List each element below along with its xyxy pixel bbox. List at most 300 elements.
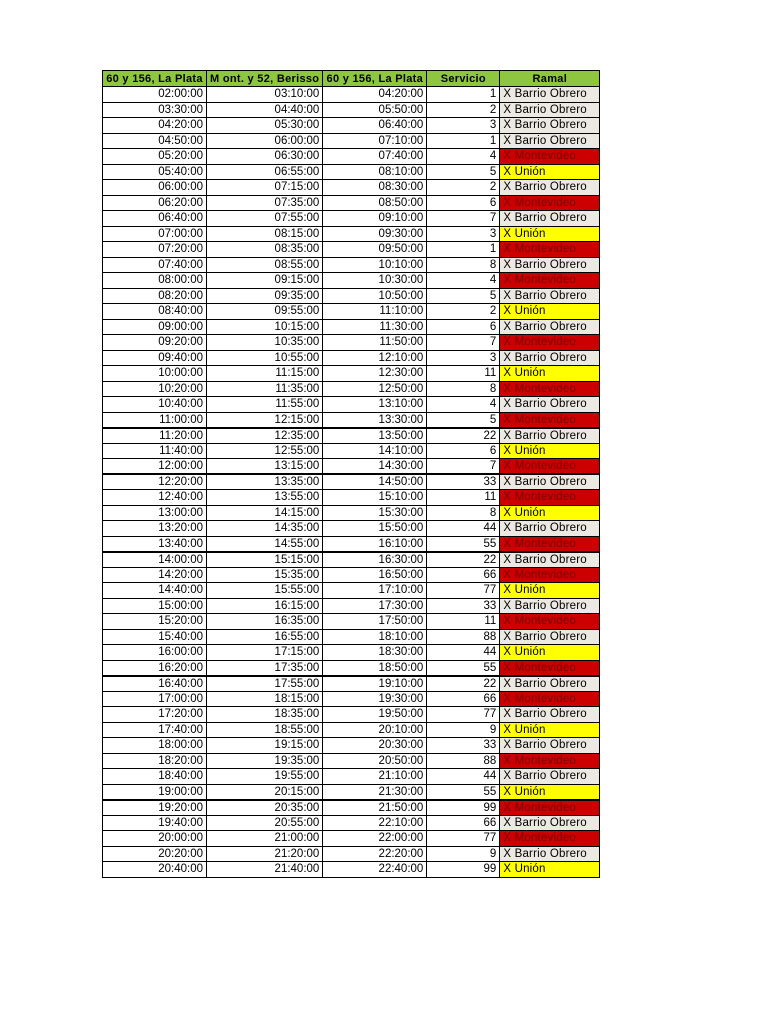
servicio-cell[interactable]: 6 <box>427 443 500 459</box>
time-berisso-cell[interactable]: 15:15:00 <box>207 552 323 568</box>
time-la-plata-cell[interactable]: 05:20:00 <box>103 149 207 165</box>
time-la-plata-cell[interactable]: 18:20:00 <box>103 753 207 769</box>
ramal-cell[interactable]: X Barrio Obrero <box>500 707 600 723</box>
time-la-plata-return-cell[interactable]: 08:10:00 <box>323 164 427 180</box>
time-berisso-cell[interactable]: 19:15:00 <box>207 738 323 754</box>
table-row <box>103 660 600 676</box>
ramal-cell[interactable]: X Barrio Obrero <box>500 102 600 118</box>
time-berisso-cell[interactable]: 08:55:00 <box>207 257 323 273</box>
time-berisso-cell[interactable]: 04:40:00 <box>207 102 323 118</box>
servicio-cell[interactable]: 6 <box>427 195 500 211</box>
table-row <box>103 800 600 816</box>
time-la-plata-return-cell[interactable]: 07:10:00 <box>323 133 427 149</box>
time-la-plata-cell[interactable]: 18:00:00 <box>103 738 207 754</box>
time-la-plata-cell[interactable]: 03:30:00 <box>103 102 207 118</box>
time-berisso-cell[interactable]: 10:15:00 <box>207 319 323 335</box>
time-la-plata-cell[interactable]: 19:20:00 <box>103 800 207 816</box>
time-la-plata-return-cell[interactable]: 13:30:00 <box>323 412 427 428</box>
ramal-cell[interactable]: X Barrio Obrero <box>500 288 600 304</box>
ramal-cell[interactable]: X Unión <box>500 443 600 459</box>
time-berisso-cell[interactable]: 07:55:00 <box>207 211 323 227</box>
time-la-plata-return-cell[interactable]: 09:50:00 <box>323 242 427 258</box>
time-berisso-cell[interactable]: 07:35:00 <box>207 195 323 211</box>
time-berisso-cell[interactable]: 20:55:00 <box>207 815 323 831</box>
table-row <box>103 288 600 304</box>
time-la-plata-cell[interactable]: 11:20:00 <box>103 428 207 444</box>
time-la-plata-return-cell[interactable]: 10:30:00 <box>323 273 427 289</box>
table-row <box>103 381 600 397</box>
servicio-cell[interactable]: 55 <box>427 660 500 676</box>
timetable-body <box>103 87 600 878</box>
time-la-plata-cell[interactable]: 11:40:00 <box>103 443 207 459</box>
time-berisso-cell[interactable]: 20:35:00 <box>207 800 323 816</box>
table-row <box>103 164 600 180</box>
time-la-plata-return-cell[interactable]: 08:50:00 <box>323 195 427 211</box>
ramal-cell[interactable]: X Barrio Obrero <box>500 118 600 134</box>
time-la-plata-return-cell[interactable]: 11:30:00 <box>323 319 427 335</box>
time-la-plata-return-cell[interactable]: 18:50:00 <box>323 660 427 676</box>
time-la-plata-return-cell[interactable]: 19:10:00 <box>323 676 427 692</box>
time-la-plata-return-cell[interactable]: 20:10:00 <box>323 722 427 738</box>
ramal-cell[interactable]: X Montevideo <box>500 242 600 258</box>
time-berisso-cell[interactable]: 17:55:00 <box>207 676 323 692</box>
time-la-plata-return-cell[interactable]: 18:30:00 <box>323 645 427 661</box>
time-berisso-cell[interactable]: 06:00:00 <box>207 133 323 149</box>
servicio-cell[interactable]: 8 <box>427 381 500 397</box>
time-la-plata-cell[interactable]: 15:20:00 <box>103 614 207 630</box>
ramal-cell[interactable]: X Barrio Obrero <box>500 846 600 862</box>
table-row <box>103 350 600 366</box>
time-berisso-cell[interactable]: 11:35:00 <box>207 381 323 397</box>
header-cell[interactable]: Ramal <box>500 71 600 87</box>
ramal-cell[interactable]: X Barrio Obrero <box>500 815 600 831</box>
servicio-cell[interactable]: 1 <box>427 133 500 149</box>
time-la-plata-return-cell[interactable]: 12:50:00 <box>323 381 427 397</box>
time-la-plata-cell[interactable]: 08:00:00 <box>103 273 207 289</box>
time-berisso-cell[interactable]: 17:35:00 <box>207 660 323 676</box>
table-row <box>103 319 600 335</box>
table-row <box>103 226 600 242</box>
table-row <box>103 676 600 692</box>
table-row <box>103 304 600 320</box>
table-row <box>103 536 600 552</box>
ramal-cell[interactable]: X Barrio Obrero <box>500 180 600 196</box>
time-la-plata-return-cell[interactable]: 21:30:00 <box>323 784 427 800</box>
servicio-cell[interactable]: 11 <box>427 490 500 506</box>
ramal-cell[interactable]: X Montevideo <box>500 381 600 397</box>
time-berisso-cell[interactable]: 08:35:00 <box>207 242 323 258</box>
time-la-plata-cell[interactable]: 14:40:00 <box>103 583 207 599</box>
ramal-cell[interactable]: X Montevideo <box>500 490 600 506</box>
time-la-plata-cell[interactable]: 06:40:00 <box>103 211 207 227</box>
ramal-cell[interactable]: X Barrio Obrero <box>500 133 600 149</box>
servicio-cell[interactable]: 77 <box>427 831 500 847</box>
servicio-cell[interactable]: 6 <box>427 319 500 335</box>
time-la-plata-cell[interactable]: 08:40:00 <box>103 304 207 320</box>
table-row <box>103 257 600 273</box>
time-la-plata-cell[interactable]: 14:20:00 <box>103 567 207 583</box>
time-berisso-cell[interactable]: 13:15:00 <box>207 459 323 475</box>
header-cell[interactable]: 60 y 156, La Plata <box>323 71 427 87</box>
table-row <box>103 629 600 645</box>
time-la-plata-return-cell[interactable]: 21:10:00 <box>323 769 427 785</box>
servicio-cell[interactable]: 99 <box>427 862 500 878</box>
table-row <box>103 428 600 444</box>
servicio-cell[interactable]: 44 <box>427 645 500 661</box>
servicio-cell[interactable]: 2 <box>427 180 500 196</box>
ramal-cell[interactable]: X Montevideo <box>500 195 600 211</box>
time-berisso-cell[interactable]: 19:35:00 <box>207 753 323 769</box>
servicio-cell[interactable]: 5 <box>427 412 500 428</box>
time-la-plata-return-cell[interactable]: 17:10:00 <box>323 583 427 599</box>
table-row <box>103 738 600 754</box>
time-la-plata-return-cell[interactable]: 17:50:00 <box>323 614 427 630</box>
time-berisso-cell[interactable]: 11:15:00 <box>207 366 323 382</box>
ramal-cell[interactable]: X Barrio Obrero <box>500 397 600 413</box>
table-row <box>103 784 600 800</box>
ramal-cell[interactable]: X Montevideo <box>500 614 600 630</box>
time-berisso-cell[interactable]: 08:15:00 <box>207 226 323 242</box>
servicio-cell[interactable]: 4 <box>427 273 500 289</box>
ramal-cell[interactable]: X Unión <box>500 505 600 521</box>
ramal-cell[interactable]: X Unión <box>500 645 600 661</box>
table-row <box>103 722 600 738</box>
servicio-cell[interactable]: 88 <box>427 629 500 645</box>
time-berisso-cell[interactable]: 07:15:00 <box>207 180 323 196</box>
table-row <box>103 505 600 521</box>
time-la-plata-return-cell[interactable]: 06:40:00 <box>323 118 427 134</box>
time-la-plata-return-cell[interactable]: 10:10:00 <box>323 257 427 273</box>
table-row <box>103 211 600 227</box>
ramal-cell[interactable]: X Barrio Obrero <box>500 521 600 537</box>
timetable-sheet <box>102 70 600 878</box>
time-la-plata-cell[interactable]: 07:40:00 <box>103 257 207 273</box>
ramal-cell[interactable]: X Unión <box>500 722 600 738</box>
servicio-cell[interactable]: 22 <box>427 428 500 444</box>
table-row <box>103 412 600 428</box>
time-la-plata-return-cell[interactable]: 05:50:00 <box>323 102 427 118</box>
time-la-plata-cell[interactable]: 19:00:00 <box>103 784 207 800</box>
ramal-cell[interactable]: X Unión <box>500 226 600 242</box>
servicio-cell[interactable]: 44 <box>427 521 500 537</box>
time-la-plata-cell[interactable]: 17:20:00 <box>103 707 207 723</box>
servicio-cell[interactable]: 2 <box>427 102 500 118</box>
time-berisso-cell[interactable]: 17:15:00 <box>207 645 323 661</box>
time-berisso-cell[interactable]: 16:55:00 <box>207 629 323 645</box>
time-la-plata-cell[interactable]: 14:00:00 <box>103 552 207 568</box>
time-berisso-cell[interactable]: 09:35:00 <box>207 288 323 304</box>
time-la-plata-cell[interactable]: 04:20:00 <box>103 118 207 134</box>
time-la-plata-cell[interactable]: 10:00:00 <box>103 366 207 382</box>
time-la-plata-cell[interactable]: 07:00:00 <box>103 226 207 242</box>
ramal-cell[interactable]: X Montevideo <box>500 800 600 816</box>
servicio-cell[interactable]: 77 <box>427 707 500 723</box>
time-la-plata-cell[interactable]: 10:20:00 <box>103 381 207 397</box>
time-la-plata-return-cell[interactable]: 22:40:00 <box>323 862 427 878</box>
time-berisso-cell[interactable]: 05:30:00 <box>207 118 323 134</box>
time-la-plata-cell[interactable]: 09:20:00 <box>103 335 207 351</box>
servicio-cell[interactable]: 8 <box>427 257 500 273</box>
time-la-plata-cell[interactable]: 08:20:00 <box>103 288 207 304</box>
time-la-plata-return-cell[interactable]: 22:10:00 <box>323 815 427 831</box>
servicio-cell[interactable]: 22 <box>427 552 500 568</box>
ramal-cell[interactable]: X Montevideo <box>500 691 600 707</box>
time-la-plata-cell[interactable]: 16:20:00 <box>103 660 207 676</box>
servicio-cell[interactable]: 55 <box>427 784 500 800</box>
ramal-cell[interactable]: X Barrio Obrero <box>500 257 600 273</box>
servicio-cell[interactable]: 66 <box>427 691 500 707</box>
time-la-plata-cell[interactable]: 11:00:00 <box>103 412 207 428</box>
time-berisso-cell[interactable]: 18:55:00 <box>207 722 323 738</box>
table-row <box>103 149 600 165</box>
servicio-cell[interactable]: 4 <box>427 149 500 165</box>
ramal-cell[interactable]: X Montevideo <box>500 536 600 552</box>
time-la-plata-return-cell[interactable]: 16:30:00 <box>323 552 427 568</box>
ramal-cell[interactable]: X Barrio Obrero <box>500 598 600 614</box>
time-la-plata-cell[interactable]: 17:00:00 <box>103 691 207 707</box>
time-berisso-cell[interactable]: 21:20:00 <box>207 846 323 862</box>
table-row <box>103 133 600 149</box>
time-la-plata-cell[interactable]: 20:40:00 <box>103 862 207 878</box>
time-la-plata-return-cell[interactable]: 14:10:00 <box>323 443 427 459</box>
table-row <box>103 707 600 723</box>
time-berisso-cell[interactable]: 10:35:00 <box>207 335 323 351</box>
ramal-cell[interactable]: X Montevideo <box>500 660 600 676</box>
time-la-plata-return-cell[interactable]: 09:30:00 <box>323 226 427 242</box>
time-la-plata-return-cell[interactable]: 15:10:00 <box>323 490 427 506</box>
time-la-plata-return-cell[interactable]: 19:30:00 <box>323 691 427 707</box>
ramal-cell[interactable]: X Unión <box>500 862 600 878</box>
time-la-plata-cell[interactable]: 16:40:00 <box>103 676 207 692</box>
servicio-cell[interactable]: 5 <box>427 288 500 304</box>
time-la-plata-return-cell[interactable]: 15:50:00 <box>323 521 427 537</box>
time-la-plata-return-cell[interactable]: 22:00:00 <box>323 831 427 847</box>
table-row <box>103 195 600 211</box>
servicio-cell[interactable]: 11 <box>427 366 500 382</box>
table-row <box>103 397 600 413</box>
time-la-plata-cell[interactable]: 20:20:00 <box>103 846 207 862</box>
servicio-cell[interactable]: 1 <box>427 242 500 258</box>
ramal-cell[interactable]: X Montevideo <box>500 459 600 475</box>
ramal-cell[interactable]: X Barrio Obrero <box>500 738 600 754</box>
table-row <box>103 831 600 847</box>
time-la-plata-cell[interactable]: 13:20:00 <box>103 521 207 537</box>
time-la-plata-return-cell[interactable]: 13:10:00 <box>323 397 427 413</box>
header-row <box>103 71 600 87</box>
ramal-cell[interactable]: X Montevideo <box>500 149 600 165</box>
ramal-cell[interactable]: X Unión <box>500 164 600 180</box>
ramal-cell[interactable]: X Montevideo <box>500 335 600 351</box>
time-la-plata-cell[interactable]: 13:40:00 <box>103 536 207 552</box>
servicio-cell[interactable]: 22 <box>427 676 500 692</box>
servicio-cell[interactable]: 4 <box>427 397 500 413</box>
time-berisso-cell[interactable]: 14:55:00 <box>207 536 323 552</box>
time-la-plata-cell[interactable]: 15:00:00 <box>103 598 207 614</box>
table-row <box>103 614 600 630</box>
time-berisso-cell[interactable]: 16:35:00 <box>207 614 323 630</box>
servicio-cell[interactable]: 7 <box>427 335 500 351</box>
time-berisso-cell[interactable]: 14:15:00 <box>207 505 323 521</box>
servicio-cell[interactable]: 88 <box>427 753 500 769</box>
ramal-cell[interactable]: X Barrio Obrero <box>500 474 600 490</box>
time-la-plata-cell[interactable]: 04:50:00 <box>103 133 207 149</box>
header-cell[interactable]: M ont. y 52, Berisso <box>207 71 323 87</box>
time-berisso-cell[interactable]: 20:15:00 <box>207 784 323 800</box>
servicio-cell[interactable]: 7 <box>427 211 500 227</box>
time-la-plata-cell[interactable]: 06:00:00 <box>103 180 207 196</box>
servicio-cell[interactable]: 33 <box>427 474 500 490</box>
time-berisso-cell[interactable]: 09:55:00 <box>207 304 323 320</box>
time-berisso-cell[interactable]: 06:55:00 <box>207 164 323 180</box>
time-la-plata-cell[interactable]: 20:00:00 <box>103 831 207 847</box>
time-la-plata-cell[interactable]: 15:40:00 <box>103 629 207 645</box>
servicio-cell[interactable]: 2 <box>427 304 500 320</box>
ramal-cell[interactable]: X Montevideo <box>500 753 600 769</box>
ramal-cell[interactable]: X Barrio Obrero <box>500 319 600 335</box>
servicio-cell[interactable]: 99 <box>427 800 500 816</box>
ramal-cell[interactable]: X Barrio Obrero <box>500 428 600 444</box>
ramal-cell[interactable]: X Barrio Obrero <box>500 211 600 227</box>
ramal-cell[interactable]: X Barrio Obrero <box>500 769 600 785</box>
time-berisso-cell[interactable]: 12:15:00 <box>207 412 323 428</box>
servicio-cell[interactable]: 33 <box>427 598 500 614</box>
table-row <box>103 118 600 134</box>
time-berisso-cell[interactable]: 10:55:00 <box>207 350 323 366</box>
servicio-cell[interactable]: 66 <box>427 567 500 583</box>
time-berisso-cell[interactable]: 18:15:00 <box>207 691 323 707</box>
time-berisso-cell[interactable]: 13:35:00 <box>207 474 323 490</box>
ramal-cell[interactable]: X Barrio Obrero <box>500 552 600 568</box>
time-berisso-cell[interactable]: 15:55:00 <box>207 583 323 599</box>
servicio-cell[interactable]: 1 <box>427 87 500 103</box>
time-la-plata-return-cell[interactable]: 10:50:00 <box>323 288 427 304</box>
servicio-cell[interactable]: 3 <box>427 118 500 134</box>
time-la-plata-cell[interactable]: 10:40:00 <box>103 397 207 413</box>
time-la-plata-return-cell[interactable]: 14:30:00 <box>323 459 427 475</box>
time-la-plata-cell[interactable]: 19:40:00 <box>103 815 207 831</box>
ramal-cell[interactable]: X Barrio Obrero <box>500 87 600 103</box>
time-berisso-cell[interactable]: 11:55:00 <box>207 397 323 413</box>
header-cell[interactable]: Servicio <box>427 71 500 87</box>
time-berisso-cell[interactable]: 15:35:00 <box>207 567 323 583</box>
time-la-plata-return-cell[interactable]: 18:10:00 <box>323 629 427 645</box>
time-la-plata-return-cell[interactable]: 20:50:00 <box>323 753 427 769</box>
time-la-plata-return-cell[interactable]: 12:10:00 <box>323 350 427 366</box>
ramal-cell[interactable]: X Unión <box>500 583 600 599</box>
time-la-plata-return-cell[interactable]: 19:50:00 <box>323 707 427 723</box>
time-berisso-cell[interactable]: 19:55:00 <box>207 769 323 785</box>
time-la-plata-cell[interactable]: 12:00:00 <box>103 459 207 475</box>
time-la-plata-cell[interactable]: 09:40:00 <box>103 350 207 366</box>
servicio-cell[interactable]: 77 <box>427 583 500 599</box>
time-la-plata-return-cell[interactable]: 04:20:00 <box>323 87 427 103</box>
time-la-plata-cell[interactable]: 16:00:00 <box>103 645 207 661</box>
time-la-plata-return-cell[interactable]: 21:50:00 <box>323 800 427 816</box>
time-la-plata-return-cell[interactable]: 11:50:00 <box>323 335 427 351</box>
time-la-plata-cell[interactable]: 12:20:00 <box>103 474 207 490</box>
ramal-cell[interactable]: X Unión <box>500 304 600 320</box>
time-la-plata-return-cell[interactable]: 16:10:00 <box>323 536 427 552</box>
table-row <box>103 862 600 878</box>
ramal-cell[interactable]: X Barrio Obrero <box>500 676 600 692</box>
time-la-plata-return-cell[interactable]: 12:30:00 <box>323 366 427 382</box>
servicio-cell[interactable]: 7 <box>427 459 500 475</box>
time-la-plata-return-cell[interactable]: 16:50:00 <box>323 567 427 583</box>
time-la-plata-return-cell[interactable]: 11:10:00 <box>323 304 427 320</box>
time-berisso-cell[interactable]: 12:55:00 <box>207 443 323 459</box>
time-la-plata-return-cell[interactable]: 08:30:00 <box>323 180 427 196</box>
servicio-cell[interactable]: 3 <box>427 226 500 242</box>
time-berisso-cell[interactable]: 21:40:00 <box>207 862 323 878</box>
time-la-plata-return-cell[interactable]: 22:20:00 <box>323 846 427 862</box>
servicio-cell[interactable]: 55 <box>427 536 500 552</box>
servicio-cell[interactable]: 5 <box>427 164 500 180</box>
ramal-cell[interactable]: X Barrio Obrero <box>500 629 600 645</box>
table-row <box>103 769 600 785</box>
time-la-plata-cell[interactable]: 18:40:00 <box>103 769 207 785</box>
time-la-plata-cell[interactable]: 17:40:00 <box>103 722 207 738</box>
time-berisso-cell[interactable]: 21:00:00 <box>207 831 323 847</box>
time-la-plata-return-cell[interactable]: 13:50:00 <box>323 428 427 444</box>
time-berisso-cell[interactable]: 12:35:00 <box>207 428 323 444</box>
time-la-plata-return-cell[interactable]: 09:10:00 <box>323 211 427 227</box>
table-row <box>103 273 600 289</box>
ramal-cell[interactable]: X Unión <box>500 366 600 382</box>
servicio-cell[interactable]: 11 <box>427 614 500 630</box>
time-la-plata-cell[interactable]: 06:20:00 <box>103 195 207 211</box>
time-la-plata-return-cell[interactable]: 17:30:00 <box>323 598 427 614</box>
time-berisso-cell[interactable]: 09:15:00 <box>207 273 323 289</box>
time-la-plata-cell[interactable]: 02:00:00 <box>103 87 207 103</box>
time-la-plata-return-cell[interactable]: 20:30:00 <box>323 738 427 754</box>
table-row <box>103 691 600 707</box>
time-berisso-cell[interactable]: 14:35:00 <box>207 521 323 537</box>
servicio-cell[interactable]: 9 <box>427 722 500 738</box>
ramal-cell[interactable]: X Unión <box>500 784 600 800</box>
time-la-plata-cell[interactable]: 09:00:00 <box>103 319 207 335</box>
time-berisso-cell[interactable]: 16:15:00 <box>207 598 323 614</box>
table-row <box>103 552 600 568</box>
time-la-plata-cell[interactable]: 07:20:00 <box>103 242 207 258</box>
time-la-plata-return-cell[interactable]: 14:50:00 <box>323 474 427 490</box>
servicio-cell[interactable]: 66 <box>427 815 500 831</box>
ramal-cell[interactable]: X Montevideo <box>500 831 600 847</box>
table-row <box>103 490 600 506</box>
time-berisso-cell[interactable]: 13:55:00 <box>207 490 323 506</box>
servicio-cell[interactable]: 44 <box>427 769 500 785</box>
ramal-cell[interactable]: X Montevideo <box>500 567 600 583</box>
time-la-plata-cell[interactable]: 05:40:00 <box>103 164 207 180</box>
servicio-cell[interactable]: 33 <box>427 738 500 754</box>
header-cell[interactable]: 60 y 156, La Plata <box>103 71 207 87</box>
table-row <box>103 87 600 103</box>
time-berisso-cell[interactable]: 18:35:00 <box>207 707 323 723</box>
time-la-plata-return-cell[interactable]: 07:40:00 <box>323 149 427 165</box>
ramal-cell[interactable]: X Montevideo <box>500 412 600 428</box>
servicio-cell[interactable]: 8 <box>427 505 500 521</box>
table-row <box>103 459 600 475</box>
time-berisso-cell[interactable]: 03:10:00 <box>207 87 323 103</box>
ramal-cell[interactable]: X Barrio Obrero <box>500 350 600 366</box>
time-la-plata-cell[interactable]: 12:40:00 <box>103 490 207 506</box>
time-la-plata-cell[interactable]: 13:00:00 <box>103 505 207 521</box>
ramal-cell[interactable]: X Montevideo <box>500 273 600 289</box>
servicio-cell[interactable]: 3 <box>427 350 500 366</box>
time-la-plata-return-cell[interactable]: 15:30:00 <box>323 505 427 521</box>
time-berisso-cell[interactable]: 06:30:00 <box>207 149 323 165</box>
table-row <box>103 474 600 490</box>
servicio-cell[interactable]: 9 <box>427 846 500 862</box>
